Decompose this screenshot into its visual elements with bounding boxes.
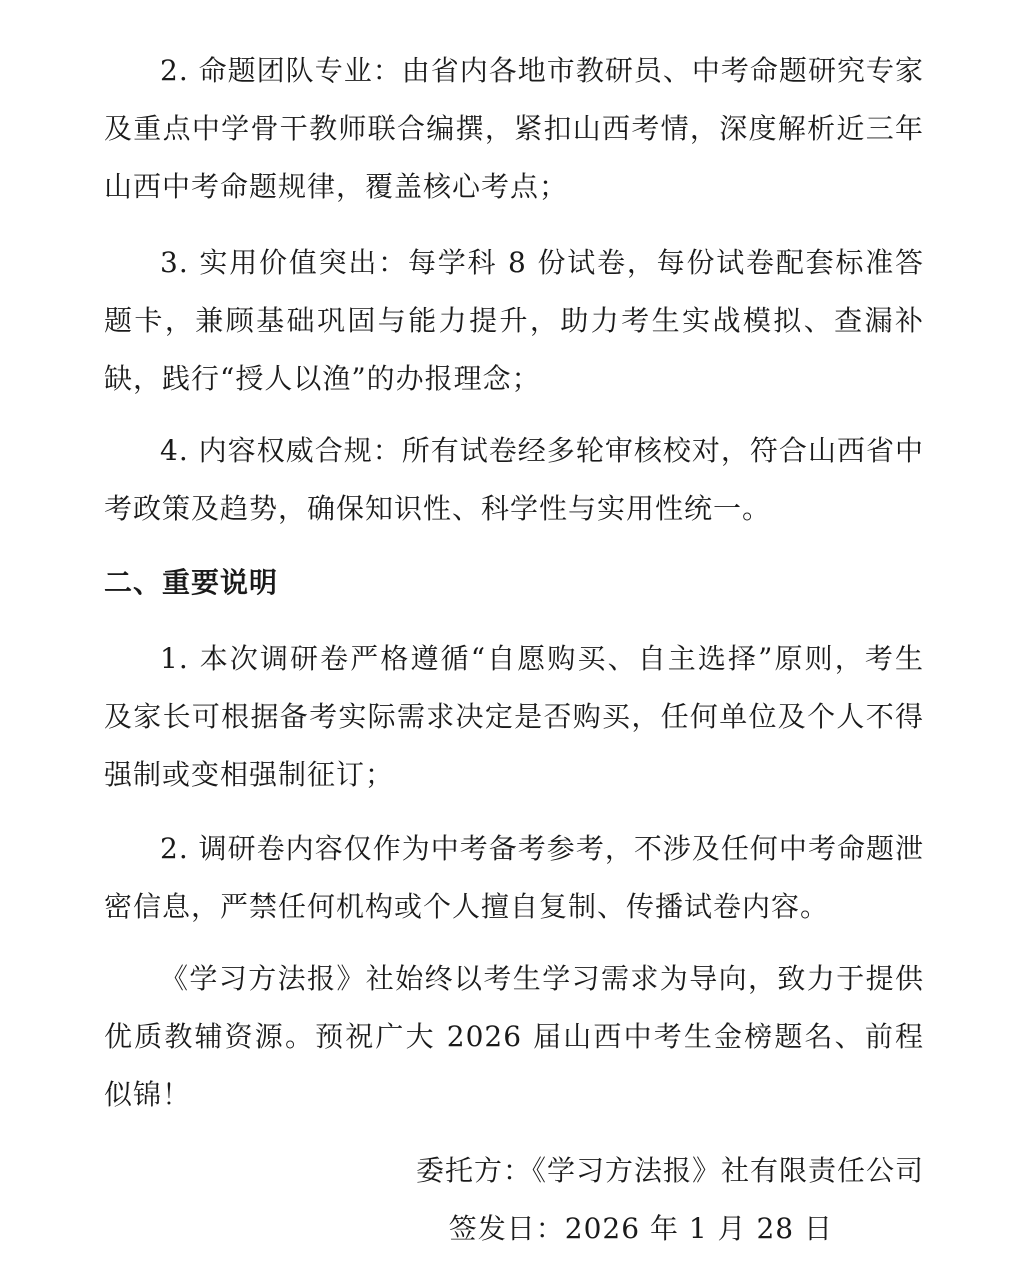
entrusting-party: 委托方：《学习方法报》社有限责任公司: [415, 1154, 924, 1187]
section2-heading: 二、重要说明: [104, 566, 279, 599]
section1-item-2: 2. 命题团队专业：由省内各地市教研员、中考命题研究专家及重点中学骨干教师联合编撰，紧扣山西考情，深度解析近三年山西中考命题规律，覆盖核心考点；: [104, 54, 924, 203]
section2-item-2: 2. 调研卷内容仅作为中考备考参考，不涉及任何中考命题泄密信息，严禁任何机构或个人擅自复制、传播试卷内容。: [104, 832, 924, 923]
closing-paragraph: 《学习方法报》社始终以考生学习需求为导向，致力于提供优质教辅资源。预祝广大 2026 届山西中考生金榜题名、前程似锦！: [104, 962, 924, 1111]
section1-item-3: 3. 实用价值突出：每学科 8 份试卷，每份试卷配套标准答题卡，兼顾基础巩固与能力提升，助力考生实战模拟、查漏补缺，践行“授人以渔”的办报理念；: [104, 246, 924, 395]
section1-item-4: 4. 内容权威合规：所有试卷经多轮审核校对，符合山西省中考政策及趋势，确保知识性、科学性与实用性统一。: [104, 434, 924, 525]
issue-date: 签发日：2026 年 1 月 28 日: [448, 1212, 833, 1245]
section2-item-1: 1. 本次调研卷严格遵循“自愿购买、自主选择”原则，考生及家长可根据备考实际需求决定是否购买，任何单位及个人不得强制或变相强制征订；: [104, 642, 924, 791]
